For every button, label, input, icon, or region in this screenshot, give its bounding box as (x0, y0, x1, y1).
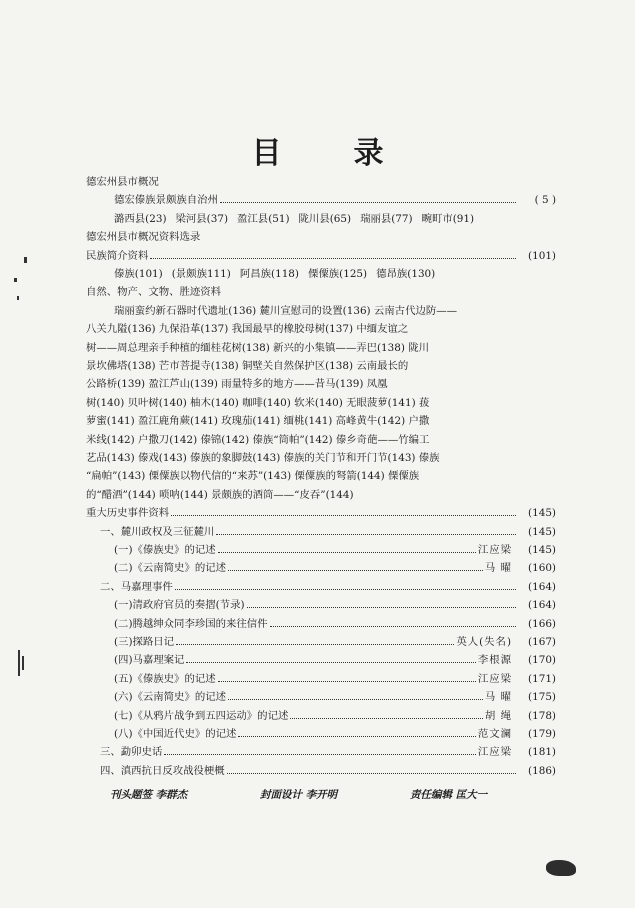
toc-entry-page: (171) (528, 672, 556, 685)
toc-item: 陇川县(65) (298, 212, 352, 225)
page-title (0, 128, 635, 172)
toc-text: 的“醋酒”(144) 唢呐(144) 景颇族的酒筒——“皮吞”(144) (86, 488, 354, 501)
toc-entry-title: 四、滇西抗日反攻战役梗概 (100, 764, 225, 777)
toc-item: (景颇族111) (171, 268, 231, 280)
toc-entry (86, 616, 556, 632)
toc-entry-page: (145) (528, 525, 556, 538)
toc-item: 盈江县(51) (237, 212, 290, 225)
ink-blot (546, 860, 576, 876)
toc-section-heading (86, 376, 556, 392)
toc-text: 公路桥(139) 盈江芦山(139) 雨量特多的地方——昔马(139) 凤凰 (86, 378, 388, 391)
toc-entry-author: 英人(失名) (456, 636, 512, 648)
toc-entry (86, 708, 556, 724)
toc-item: 傣族(101) (114, 268, 163, 280)
toc-item: 傈僳族(125) (307, 268, 368, 280)
toc-entry (86, 579, 556, 595)
toc-text: “扁帕”(143) 傈僳族以物代信的“来苏”(143) 傈僳族的弩箭(144) 傈僳族 (86, 470, 420, 483)
toc-entry-page: (181) (528, 746, 556, 759)
toc-entry (86, 652, 556, 668)
dot-leader (186, 662, 475, 663)
dot-leader (270, 626, 516, 627)
dot-leader (227, 773, 516, 774)
toc-section-heading (86, 487, 556, 503)
toc-entry-title: 三、勐卯史话 (100, 746, 163, 759)
toc-entry-list (86, 266, 556, 282)
toc-entry-title: (五)《傣族史》的记述 (114, 672, 216, 685)
toc-entry-author: 范文澜 (477, 728, 512, 740)
toc-text: 树(140) 贝叶树(140) 柚木(140) 咖啡(140) 软米(140) 无眼菠萝(141) 菝 (86, 396, 430, 409)
margin-speck (22, 656, 24, 670)
toc-entry (86, 505, 556, 521)
title-char-1: 目 (251, 136, 282, 171)
toc-entry (86, 248, 556, 264)
toc-section-heading (86, 432, 556, 448)
toc-section-heading (86, 450, 556, 466)
toc-entry-page: (145) (528, 544, 556, 556)
toc-entry (86, 726, 556, 742)
margin-speck (17, 296, 19, 300)
toc-section-heading (86, 284, 556, 300)
title-char-2: 录 (353, 136, 384, 171)
toc-entry-title: (八)《中国近代史》的记述 (114, 728, 237, 740)
toc-section-heading (86, 413, 556, 429)
toc-entry-page: (164) (528, 599, 556, 612)
toc-entry-author: 江应梁 (477, 544, 512, 556)
toc-entry-page: (186) (528, 764, 556, 777)
toc-entry-page: (179) (528, 728, 556, 740)
toc-text: 萝蜜(141) 盈江鹿角蕨(141) 玫瑰茄(141) 缅桃(141) 高峰黄牛(142) 户撒 (86, 415, 430, 428)
toc-text: 米线(142) 户撒刀(142) 傣锦(142) 傣族“筒帕”(142) 傣乡奇葩——竹编工 (86, 433, 430, 446)
margin-speck (24, 257, 27, 263)
toc-entry-title: 一、麓川政权及三征麓川 (100, 525, 215, 538)
toc-entry (86, 671, 556, 687)
toc-entry (86, 192, 556, 208)
toc-entry-title: (六)《云南简史》的记述 (114, 691, 227, 704)
dot-leader (228, 570, 483, 571)
toc-entry-page: (166) (528, 617, 556, 630)
toc-entry-page: (170) (528, 654, 556, 667)
toc-text: 八关九隘(136) 九保沿革(137) 我国最早的橡胶母树(137) 中缅友谊之 (86, 323, 409, 336)
toc-item: 畹町市(91) (421, 212, 475, 225)
toc-text-line (86, 303, 556, 319)
toc-entry-page: (167) (528, 636, 556, 648)
toc-section-heading (86, 321, 556, 337)
toc-entry-page: ( 5 ) (534, 194, 556, 207)
toc-text: 德宏州县市概况资料选录 (86, 231, 201, 244)
dot-leader (176, 644, 454, 645)
dot-leader (150, 258, 516, 259)
toc-entry-page: (145) (528, 507, 556, 520)
margin-speck (14, 278, 17, 282)
cover-title-credit: 刊头题签 李群杰 (110, 789, 188, 801)
dot-leader (218, 681, 476, 682)
credits-line (110, 787, 540, 805)
toc-entry-author: 江应梁 (477, 746, 512, 759)
toc-entry (86, 634, 556, 650)
toc-text: 树——周总理亲手种植的缅桂花树(138) 新兴的小集镇——弄巴(138) 陇川 (86, 341, 430, 354)
dot-leader (247, 607, 516, 608)
toc-entry-page: (175) (528, 691, 556, 704)
dot-leader (218, 552, 476, 553)
toc-entry (86, 542, 556, 558)
toc-entry-list (86, 211, 556, 227)
dot-leader (228, 699, 483, 700)
toc-entry (86, 689, 556, 705)
toc-entry-title: (一)清政府官员的奏摺(节录) (114, 599, 245, 612)
toc-entry-author: 胡 绳 (484, 709, 512, 722)
toc-entry (86, 597, 556, 613)
toc-item: 瑞丽县(77) (360, 212, 413, 225)
toc-entry-title: (四)马嘉理案记 (114, 654, 185, 667)
toc-entry-page: (178) (528, 709, 556, 722)
toc-entry-title: (三)探路日记 (114, 636, 175, 648)
toc-entry-author: 李根源 (477, 654, 512, 667)
toc-text: 瑞丽蛮约新石器时代遗址(136) 麓川宣慰司的设置(136) 云南古代边防—— (114, 304, 458, 317)
toc-item: 潞西县(23) (114, 212, 167, 225)
toc-text: 德宏州县市概况 (86, 176, 159, 188)
toc-section-heading (86, 468, 556, 484)
toc-section-heading (86, 174, 556, 190)
toc-entry-author: 江应梁 (477, 672, 512, 685)
editor-credit: 责任编辑 匡大一 (410, 789, 488, 801)
toc-item: 德昂族(130) (376, 268, 436, 280)
toc-entry-title: (七)《从鸦片战争到五四运动》的记述 (114, 709, 289, 722)
toc-entry-title: 二、马嘉理事件 (100, 580, 173, 593)
toc-entry-title: (二)《云南简史》的记述 (114, 562, 227, 575)
dot-leader (175, 589, 516, 590)
toc-item: 梁河县(37) (175, 212, 229, 225)
toc-entry-title: 民族简介资料 (86, 249, 149, 262)
dot-leader (164, 754, 475, 755)
toc-entry (86, 560, 556, 576)
toc-entry-title: (二)腾越绅众同李珍国的来往信件 (114, 617, 268, 630)
toc-entry (86, 763, 556, 779)
toc-entry-page: (160) (528, 562, 556, 575)
toc-entry-author: 马 曜 (484, 691, 512, 704)
toc-section-heading (86, 395, 556, 411)
margin-speck (18, 650, 20, 676)
toc-entry-page: (164) (528, 580, 556, 593)
toc-section-heading (86, 358, 556, 374)
toc-entry-author: 马 曜 (484, 562, 512, 575)
toc-entry-title: 重大历史事件资料 (86, 507, 170, 520)
toc-section-heading (86, 340, 556, 356)
toc-entry-title: (一)《傣族史》的记述 (114, 544, 216, 556)
dot-leader (220, 202, 516, 203)
dot-leader (290, 718, 483, 719)
toc-entry-page: (101) (528, 249, 556, 262)
dot-leader (171, 515, 516, 516)
toc-text: 景坎佛塔(138) 芒市菩提寺(138) 铜壁关自然保护区(138) 云南最长的 (86, 360, 409, 372)
toc-entry-title: 德宏傣族景颇族自治州 (114, 194, 218, 207)
toc-text: 艺品(143) 傣戏(143) 傣族的象脚鼓(143) 傣族的关门节和开门节(143) 傣族 (86, 452, 440, 464)
toc-entry (86, 524, 556, 540)
dot-leader (238, 736, 475, 737)
cover-design-credit: 封面设计 李开明 (260, 789, 338, 801)
toc-text: 自然、物产、文物、胜迹资料 (86, 286, 222, 299)
dot-leader (216, 534, 516, 535)
toc-item: 阿昌族(118) (239, 268, 299, 280)
toc-entry (86, 744, 556, 760)
toc-section-heading (86, 229, 556, 245)
